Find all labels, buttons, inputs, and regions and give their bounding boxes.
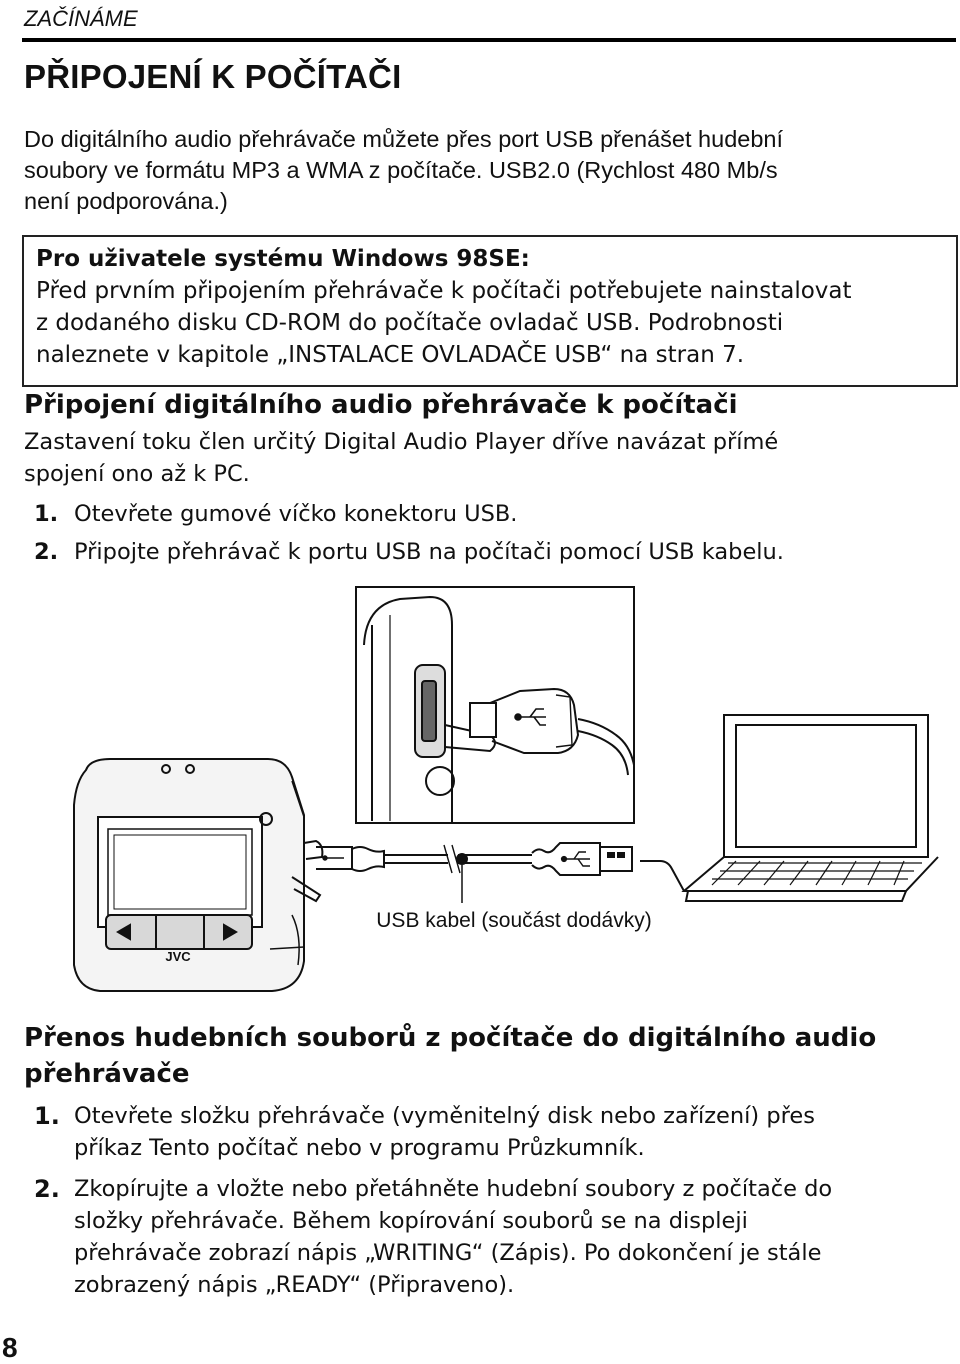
- step-line: zobrazený nápis „READY“ (Připraveno).: [74, 1272, 515, 1298]
- description-line: spojení ono až k PC.: [24, 461, 250, 487]
- connection-description: [24, 426, 944, 490]
- step-line: přehrávače zobrazí nápis „WRITING“ (Zápis). Po dokončení je stále: [74, 1240, 822, 1266]
- note-line: z dodaného disku CD-ROM do počítače ovladač USB. Podrobnosti: [36, 310, 784, 336]
- connection-step: [34, 536, 944, 568]
- usb-connection-illustration: [60, 585, 940, 1005]
- page-title: PŘIPOJENÍ K POČÍTAČI: [24, 58, 402, 95]
- step-text: Otevřete gumové víčko konektoru USB.: [74, 501, 518, 527]
- connection-heading: Připojení digitálního audio přehrávače k počítači: [24, 390, 738, 420]
- step-line: Zkopírujte a vložte nebo přetáhněte hudební soubory z počítače do: [74, 1176, 833, 1202]
- step-number: 2.: [34, 539, 59, 565]
- step-line: příkaz Tento počítač nebo v programu Průzkumník.: [74, 1135, 645, 1161]
- note-line: naleznete v kapitole „INSTALACE OVLADAČE USB“ na stran 7.: [36, 342, 745, 368]
- step-line: Otevřete složku přehrávače (vyměnitelný disk nebo zařízení) přes: [74, 1103, 815, 1129]
- section-label: ZAČÍNÁME: [24, 6, 138, 31]
- page-number: 8: [2, 1332, 18, 1363]
- step-text: Připojte přehrávač k portu USB na počítači pomocí USB kabelu.: [74, 539, 784, 565]
- note-line: Před prvním připojením přehrávače k počítači potřebujete nainstalovat: [36, 278, 852, 304]
- step-line: složky přehrávače. Během kopírování souborů se na displeji: [74, 1208, 748, 1234]
- step-number: 1.: [34, 1102, 60, 1130]
- intro-line: Do digitálního audio přehrávače můžete přes port USB přenášet hudební: [24, 126, 783, 152]
- step-text: [74, 1100, 815, 1164]
- transfer-heading: [24, 1020, 944, 1092]
- description-line: Zastavení toku člen určitý Digital Audio Player dříve navázat přímé: [24, 429, 779, 455]
- step-number: 2.: [34, 1175, 60, 1203]
- player-closeup-inset: [356, 587, 634, 823]
- brand-label: JVC: [165, 949, 191, 964]
- note-title: Pro uživatele systému Windows 98SE:: [36, 246, 530, 272]
- intro-paragraph: [24, 124, 954, 217]
- transfer-step: [34, 1100, 944, 1164]
- laptop-computer: [640, 715, 938, 901]
- step-text: [74, 1173, 832, 1301]
- transfer-step: [34, 1173, 944, 1301]
- header-rule: [22, 38, 956, 42]
- connection-step: [34, 498, 944, 530]
- intro-line: soubory ve formátu MP3 a WMA z počítače. USB2.0 (Rychlost 480 Mb/s: [24, 157, 778, 183]
- cable-label: USB kabel (součást dodávky): [376, 909, 652, 932]
- windows-98se-note: [22, 235, 958, 387]
- heading-line: přehrávače: [24, 1059, 190, 1089]
- heading-line: Přenos hudebních souborů z počítače do digitálního audio: [24, 1023, 877, 1053]
- step-number: 1.: [34, 501, 59, 527]
- intro-line: není podporována.): [24, 188, 228, 214]
